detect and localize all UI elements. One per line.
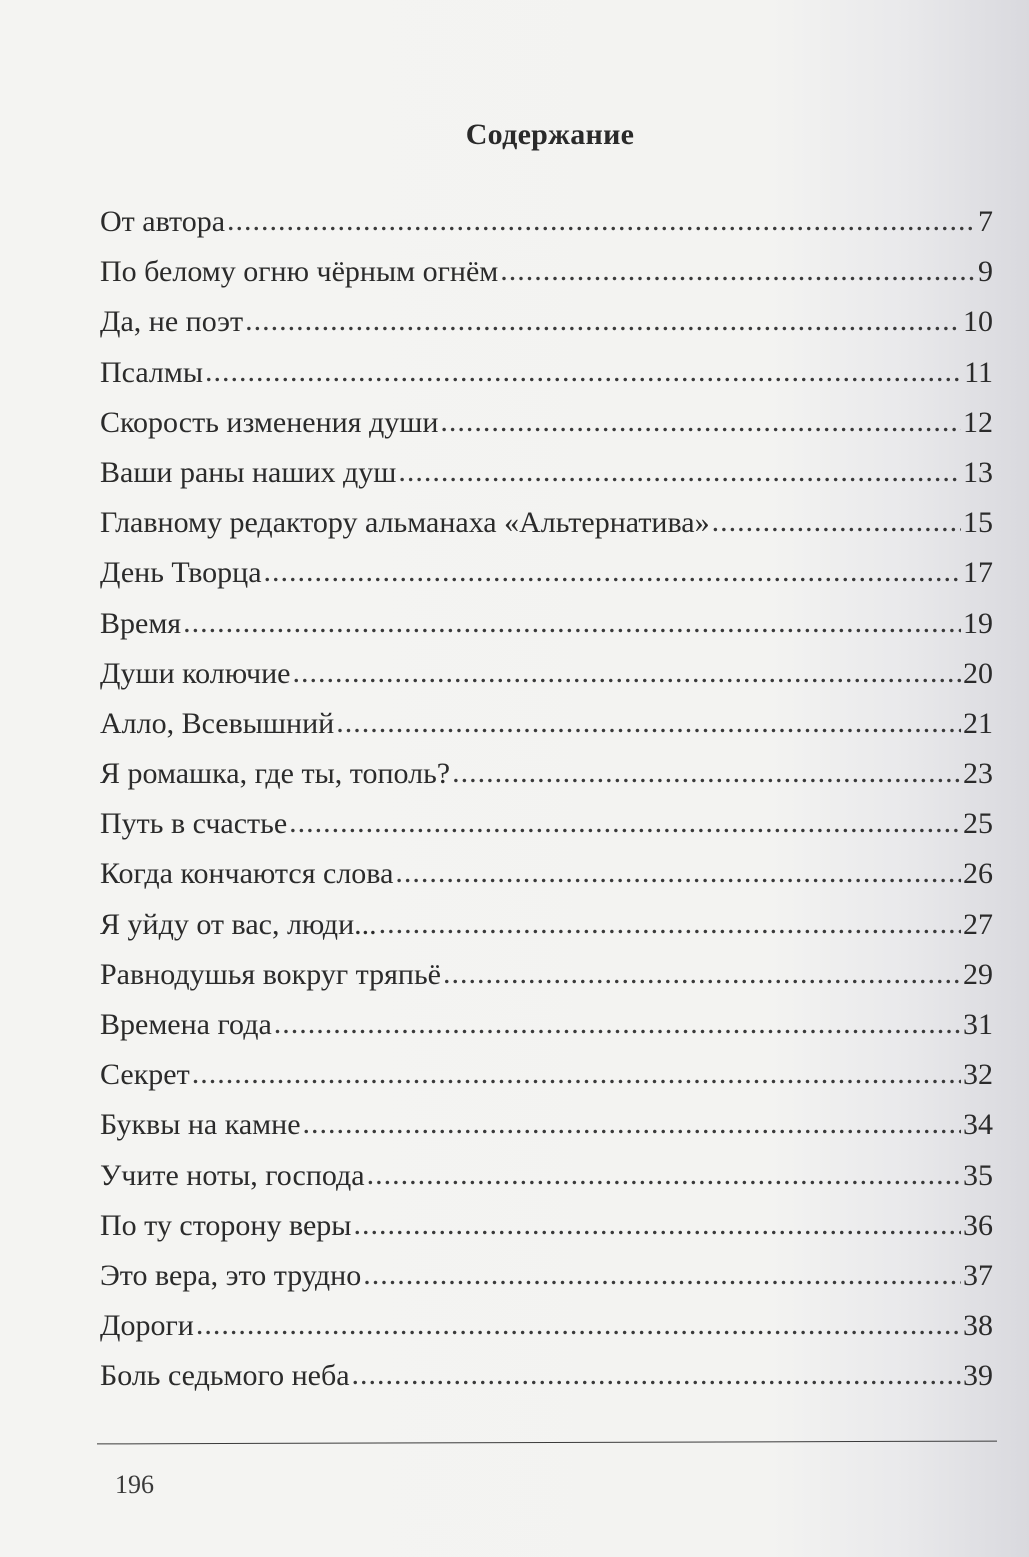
toc-entry-title: Души колючие bbox=[100, 656, 291, 690]
dot-leader bbox=[336, 698, 961, 748]
toc-entry-page: 20 bbox=[963, 656, 993, 690]
dot-leader bbox=[264, 547, 961, 597]
toc-entry-page: 39 bbox=[963, 1359, 993, 1393]
page-title: Содержание bbox=[465, 118, 635, 151]
toc-entry bbox=[100, 548, 993, 598]
toc-entry-title: От автора bbox=[100, 205, 226, 238]
dot-leader bbox=[440, 397, 961, 447]
toc-entry bbox=[100, 448, 993, 498]
toc-entry-title: Ваши раны наших душ bbox=[100, 455, 397, 489]
page-number: 196 bbox=[115, 1470, 154, 1499]
dot-leader bbox=[274, 999, 961, 1049]
dot-leader bbox=[192, 1049, 961, 1099]
toc-entry bbox=[100, 1151, 993, 1201]
toc-entry-page: 23 bbox=[963, 757, 993, 791]
dot-leader bbox=[352, 1350, 961, 1400]
dot-leader bbox=[353, 1200, 961, 1250]
toc-entry bbox=[100, 498, 993, 548]
toc-entry-title: Я ромашка, где ты, тополь? bbox=[100, 757, 451, 791]
dot-leader bbox=[379, 899, 961, 949]
toc-entry bbox=[100, 599, 993, 649]
toc-entry-title: Время bbox=[100, 606, 182, 640]
toc-entry-title: Алло, Всевышний bbox=[100, 706, 335, 740]
toc-entry-page: 29 bbox=[963, 957, 993, 991]
dot-leader bbox=[712, 497, 961, 547]
dot-leader bbox=[227, 196, 976, 246]
toc-entry-page: 35 bbox=[963, 1158, 993, 1192]
toc-entry bbox=[100, 1301, 993, 1351]
toc-entry-page: 12 bbox=[963, 405, 993, 439]
toc-entry bbox=[100, 297, 993, 347]
toc-entry-title: Псалмы bbox=[100, 355, 204, 389]
toc-entry-page: 15 bbox=[963, 506, 993, 540]
toc-entry-title: Боль седьмого неба bbox=[100, 1359, 350, 1393]
toc-entry-title: По белому огню чёрным огнём bbox=[100, 255, 499, 289]
toc-entry-title: Путь в счастье bbox=[100, 807, 288, 841]
toc-entry-title: Буквы на камне bbox=[100, 1108, 301, 1142]
dot-leader bbox=[367, 1150, 961, 1200]
toc-entry bbox=[100, 1000, 993, 1050]
dot-leader bbox=[289, 798, 961, 848]
toc-entry bbox=[100, 1100, 993, 1150]
toc-entry bbox=[100, 950, 993, 1000]
toc-entry-page: 27 bbox=[963, 907, 993, 941]
dot-leader bbox=[452, 748, 961, 798]
toc-entry bbox=[100, 1050, 993, 1100]
toc-entry-title: День Творца bbox=[100, 556, 262, 590]
dot-leader bbox=[205, 347, 962, 397]
toc-entry-title: Равнодушья вокруг тряпьё bbox=[100, 957, 441, 991]
toc-entry-page: 13 bbox=[963, 455, 993, 489]
toc-entry-title: Главному редактору альманаха «Альтернатива» bbox=[100, 506, 710, 540]
toc-entry bbox=[100, 1201, 993, 1251]
dot-leader bbox=[183, 598, 961, 648]
dot-leader bbox=[398, 447, 961, 497]
toc-entry-page: 10 bbox=[963, 305, 993, 339]
dot-leader bbox=[303, 1099, 961, 1149]
toc-entry-title: Секрет bbox=[100, 1058, 190, 1092]
toc-entry bbox=[100, 900, 993, 950]
toc-entry bbox=[100, 849, 993, 899]
dot-leader bbox=[245, 296, 961, 346]
toc-entry bbox=[100, 247, 993, 297]
toc-entry-page: 7 bbox=[978, 205, 993, 238]
toc-entry-page: 21 bbox=[963, 706, 993, 740]
toc-entry-title: Дороги bbox=[100, 1309, 194, 1343]
dot-leader bbox=[500, 246, 976, 296]
toc-entry bbox=[100, 1351, 993, 1401]
toc-entry-page: 17 bbox=[963, 556, 993, 590]
toc-entry-page: 37 bbox=[963, 1258, 993, 1292]
toc-entry-title: Когда кончаются слова bbox=[100, 857, 394, 891]
toc-entry bbox=[100, 649, 993, 699]
toc-entry-page: 11 bbox=[964, 355, 993, 389]
toc-entry bbox=[100, 799, 993, 849]
toc-entry-page: 25 bbox=[963, 807, 993, 841]
toc-entry-page: 9 bbox=[978, 255, 993, 289]
dot-leader bbox=[395, 848, 961, 898]
dot-leader bbox=[363, 1250, 961, 1300]
toc-entry-page: 19 bbox=[963, 606, 993, 640]
toc-entry-page: 26 bbox=[963, 857, 993, 891]
dot-leader bbox=[196, 1300, 961, 1350]
dot-leader bbox=[443, 949, 961, 999]
toc-entry bbox=[100, 1251, 993, 1301]
toc-entry-page: 36 bbox=[963, 1208, 993, 1242]
toc-entry-page: 31 bbox=[963, 1008, 993, 1041]
toc-entry-page: 32 bbox=[963, 1058, 993, 1092]
toc-entry-title: Скорость изменения души bbox=[100, 405, 439, 439]
toc-entry-page: 38 bbox=[963, 1309, 993, 1343]
footer-rule bbox=[97, 1441, 997, 1445]
toc-entry-title: Учите ноты, господа bbox=[100, 1158, 365, 1192]
toc-entry-title: Да, не поэт bbox=[100, 305, 244, 339]
toc-entry-page: 34 bbox=[963, 1108, 993, 1142]
toc-entry-title: Времена года bbox=[100, 1008, 272, 1041]
toc-entry bbox=[100, 699, 993, 749]
toc-entry-title: Я уйду от вас, люди... bbox=[100, 907, 377, 941]
toc-entry-title: Это вера, это трудно bbox=[100, 1258, 362, 1292]
dot-leader bbox=[292, 648, 961, 698]
toc-entry bbox=[100, 398, 993, 448]
toc-entry-title: По ту сторону веры bbox=[100, 1208, 352, 1242]
table-of-contents bbox=[100, 197, 993, 1402]
toc-entry bbox=[100, 749, 993, 799]
toc-entry bbox=[100, 197, 993, 247]
toc-entry bbox=[100, 348, 993, 398]
